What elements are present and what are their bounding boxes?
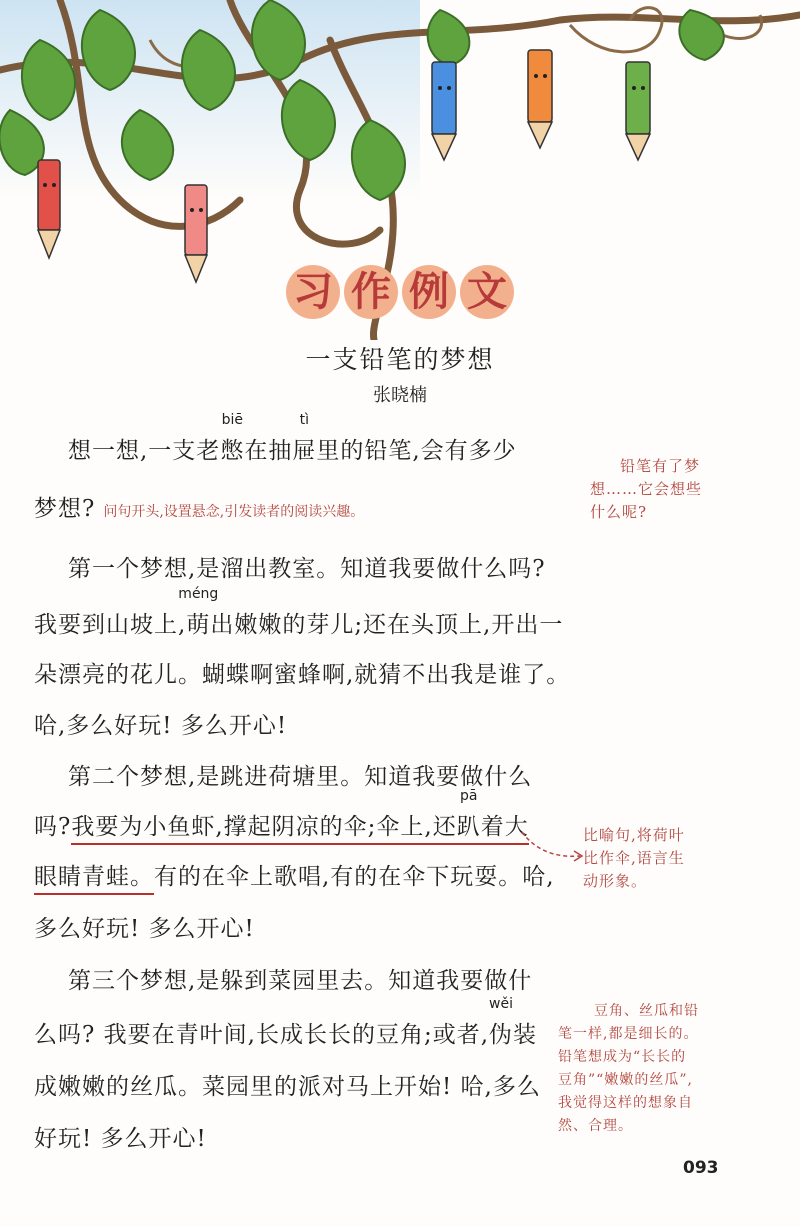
text-segment: 里的铅笔,会有多少 [316, 438, 517, 464]
pinyin: méng [178, 586, 219, 602]
note-line: 然、合理。 [558, 1118, 633, 1134]
text-segment: 吗? [34, 814, 72, 840]
text-line [34, 586, 564, 639]
ruby-char [456, 788, 481, 841]
side-annotation-1 [590, 455, 702, 524]
text-line [34, 788, 529, 841]
text-line [68, 412, 517, 465]
text-segment: 在抽 [244, 438, 293, 464]
side-annotation-3 [558, 1000, 699, 1138]
text-segment: 想一想,一支老 [68, 438, 221, 464]
text-line [34, 858, 555, 891]
text-segment: 我要到山坡上, [34, 612, 187, 638]
text-line: 第三个梦想,是躲到菜园里去。知道我要做什 [68, 968, 533, 994]
text-line: 第一个梦想,是溜出教室。知道我要做什么吗? [68, 556, 546, 582]
pinyin: biē [221, 412, 244, 428]
essay-title: 一支铅笔的梦想 [305, 345, 495, 374]
pinyin: tì [299, 412, 310, 428]
ruby-char [178, 586, 219, 639]
note-line: 比喻句,将荷叶 [583, 826, 685, 844]
pinyin: wěi [489, 996, 513, 1012]
note-line: 我觉得这样的想象自 [558, 1095, 693, 1111]
underlined-text: 眼睛青蛙。 [34, 864, 154, 895]
ruby-char [220, 412, 245, 465]
heading-char: 例 [402, 265, 456, 319]
note-line: 豆角、丝瓜和铅 [594, 1003, 699, 1019]
note-line: 想……它会想些 [590, 480, 703, 498]
annotation-arrow [520, 830, 590, 870]
note-line: 笔一样,都是细长的。 [558, 1026, 699, 1042]
text-segment: 有的在伞上歌唱,有的在伞下玩耍。哈, [154, 864, 555, 890]
heading-char: 文 [460, 265, 514, 319]
text-segment: 我要为小鱼虾,撑起阴凉的伞;伞上,还 [71, 814, 457, 840]
ruby-base: 憋 [220, 438, 245, 464]
author-name: 张晓楠 [373, 385, 427, 406]
pinyin: pā [459, 788, 478, 804]
text-line: 哈,多么好玩! 多么开心! [34, 713, 288, 739]
text-line: 成嫩嫩的丝瓜。菜园里的派对马上开始! 哈,多么 [34, 1074, 541, 1100]
side-annotation-2 [583, 824, 685, 893]
text-line: 朵漂亮的花儿。蝴蝶啊蜜蜂啊,就猜不出我是谁了。 [34, 662, 571, 688]
text-line: 多么好玩! 多么开心! [34, 916, 255, 942]
ruby-base: 屉 [292, 438, 317, 464]
ruby-base: 伪 [489, 1022, 514, 1048]
note-line: 动形象。 [583, 872, 648, 890]
text-line [34, 996, 538, 1049]
ruby-base: 趴 [456, 814, 481, 840]
note-line: 铅笔有了梦 [620, 457, 701, 475]
text-segment: 么吗? 我要在青叶间,长成长长的豆角;或者, [34, 1022, 490, 1048]
inline-annotation: 问句开头,设置悬念,引发读者的阅读兴趣。 [103, 504, 365, 520]
note-line: 豆角”“嫩嫩的丝瓜”, [558, 1072, 693, 1088]
ruby-char [292, 412, 317, 465]
text-line: 好玩! 多么开心! [34, 1126, 207, 1152]
text-segment: 出嫩嫩的芽儿;还在头顶上,开出一 [210, 612, 564, 638]
text-segment: 着大 [480, 814, 529, 840]
page-number: 093 [683, 1158, 719, 1178]
underlined-text [71, 788, 529, 845]
ruby-base: 萌 [186, 612, 211, 638]
heading [0, 265, 800, 319]
heading-char: 作 [344, 265, 398, 319]
text-line [34, 490, 364, 523]
text-segment: 梦想? [34, 496, 96, 522]
heading-char: 习 [286, 265, 340, 319]
text-line: 第二个梦想,是跳进荷塘里。知道我要做什么 [68, 764, 533, 790]
ruby-char [489, 996, 514, 1049]
text-segment: 装 [513, 1022, 538, 1048]
note-line: 什么呢? [590, 503, 648, 521]
note-line: 铅笔想成为“长长的 [558, 1049, 687, 1065]
note-line: 比作伞,语言生 [583, 849, 685, 867]
